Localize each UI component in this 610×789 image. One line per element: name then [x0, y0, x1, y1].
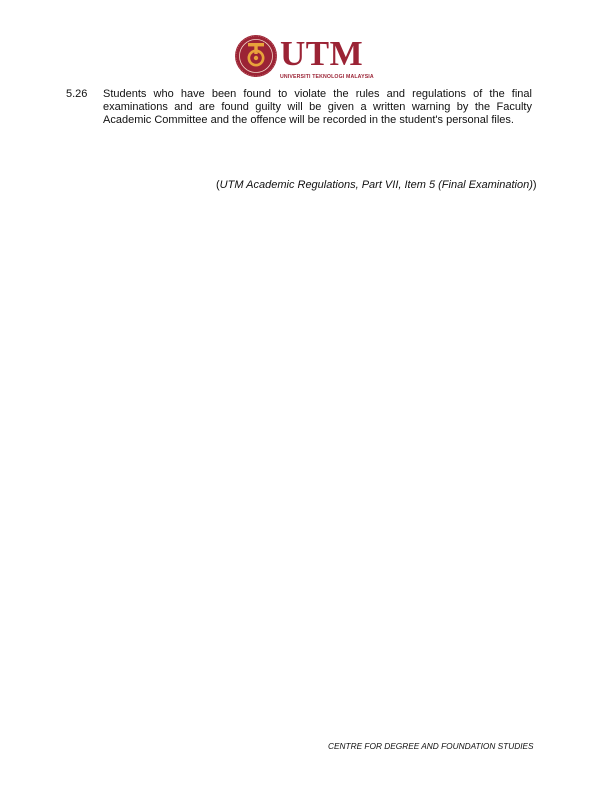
utm-crest-icon	[234, 34, 278, 84]
university-name: UNIVERSITI TEKNOLOGI MALAYSIA	[280, 74, 374, 80]
page-footer: CENTRE FOR DEGREE AND FOUNDATION STUDIES	[328, 741, 534, 751]
regulation-citation	[216, 179, 537, 192]
citation-text: UTM Academic Regulations, Part VII, Item 5 (Final Examination)	[219, 179, 533, 191]
utm-wordmark: UTM	[280, 34, 364, 73]
citation-open-paren: (	[216, 179, 220, 191]
utm-logo	[234, 34, 374, 84]
citation-close-paren: )	[532, 179, 537, 191]
clause-number: 5.26	[66, 88, 88, 100]
regulation-clause	[66, 88, 532, 127]
clause-text: Students who have been found to violate the rules and regulations of the final examinations and are found guilty will be given a written warning by the Faculty Academic Committee and the offence will be recorded in the student's personal files.	[103, 88, 532, 126]
